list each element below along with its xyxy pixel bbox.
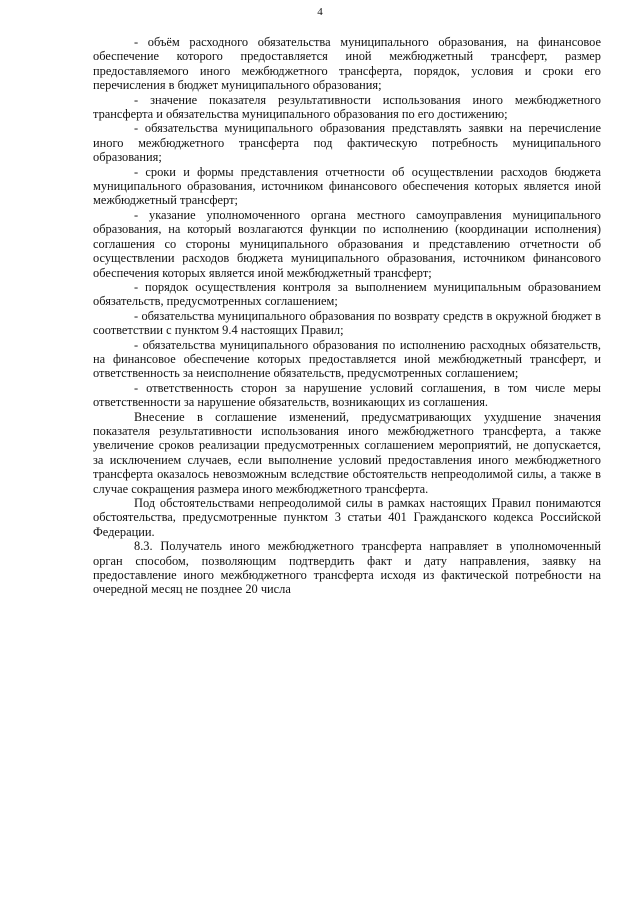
paragraph-obligation-volume: - объём расходного обязательства муниципального образования, на финансовое обеспечение которого предоставляется иной межбюджетный трансферт, размер предоставляемого иного межбюджетного трансферта, порядок, условия и сроки его перечисления в бюджет муниципального образования; [93,35,601,93]
paragraph-transfer-requests: - обязательства муниципального образования представлять заявки на перечисление иного межбюджетного трансферта под фактическую потребность муниципального образования; [93,121,601,165]
paragraph-performance-indicator: - значение показателя результативности использования иного межбюджетного трансферта и обязательства муниципального образования по его достижению; [93,92,601,122]
paragraph-reporting-terms: - сроки и формы представления отчетности об осуществлении расходов бюджета муниципального образования, источником финансового обеспечения которых является иной межбюджетный трансферт; [93,164,601,208]
paragraph-authorized-body: - указание уполномоченного органа местного самоуправления муниципального образования, на который возлагаются функции по исполнению (координации исполнения) соглашения со стороны муниципального образования и представлению отчетности об осуществлении расходов бюджета муниципального образования, источником финансового обеспечения которых является иной межбюджетный трансферт; [93,207,601,280]
paragraph-parties-liability: - ответственность сторон за нарушение условий соглашения, в том числе меры ответственности за нарушение обязательств, возникающих из соглашения. [93,380,601,410]
paragraph-control-procedure: - порядок осуществления контроля за выполнением муниципальным образованием обязательств, предусмотренных соглашением; [93,279,601,309]
paragraph-amendments: Внесение в соглашение изменений, предусматривающих ухудшение значения показателя результативности использования иного межбюджетного трансферта, а также увеличение сроков реализации предусмотренных соглашением мероприятий, не допускается, за исключением случаев, если выполнение условий предоставления иного межбюджетного трансферта оказалось невозможным вследствие обстоятельств непреодолимой силы, а также в случае сокращения размера иного межбюджетного трансферта. [93,409,601,496]
paragraph-expenditure-obligations: - обязательства муниципального образования по исполнению расходных обязательств, на финансовое обеспечение которых предоставляется иной межбюджетный трансферт, и ответственность за неисполнение обязательств, предусмотренных соглашением; [93,337,601,381]
paragraph-section-8-3: 8.3. Получатель иного межбюджетного трансферта направляет в уполномоченный орган способом, позволяющим подтвердить факт и дату направления, заявку на предоставление иного межбюджетного трансферта исходя из фактической потребности на очередной месяц не позднее 20 числа [93,539,601,597]
paragraph-refund-obligations: - обязательства муниципального образования по возврату средств в окружной бюджет в соответствии с пунктом 9.4 настоящих Правил; [93,308,601,338]
page-number: 4 [317,6,323,18]
paragraph-force-majeure: Под обстоятельствами непреодолимой силы в рамках настоящих Правил понимаются обстоятельства, предусмотренные пунктом 3 статьи 401 Гражданского кодекса Российской Федерации. [93,496,601,539]
document-body [93,35,601,597]
